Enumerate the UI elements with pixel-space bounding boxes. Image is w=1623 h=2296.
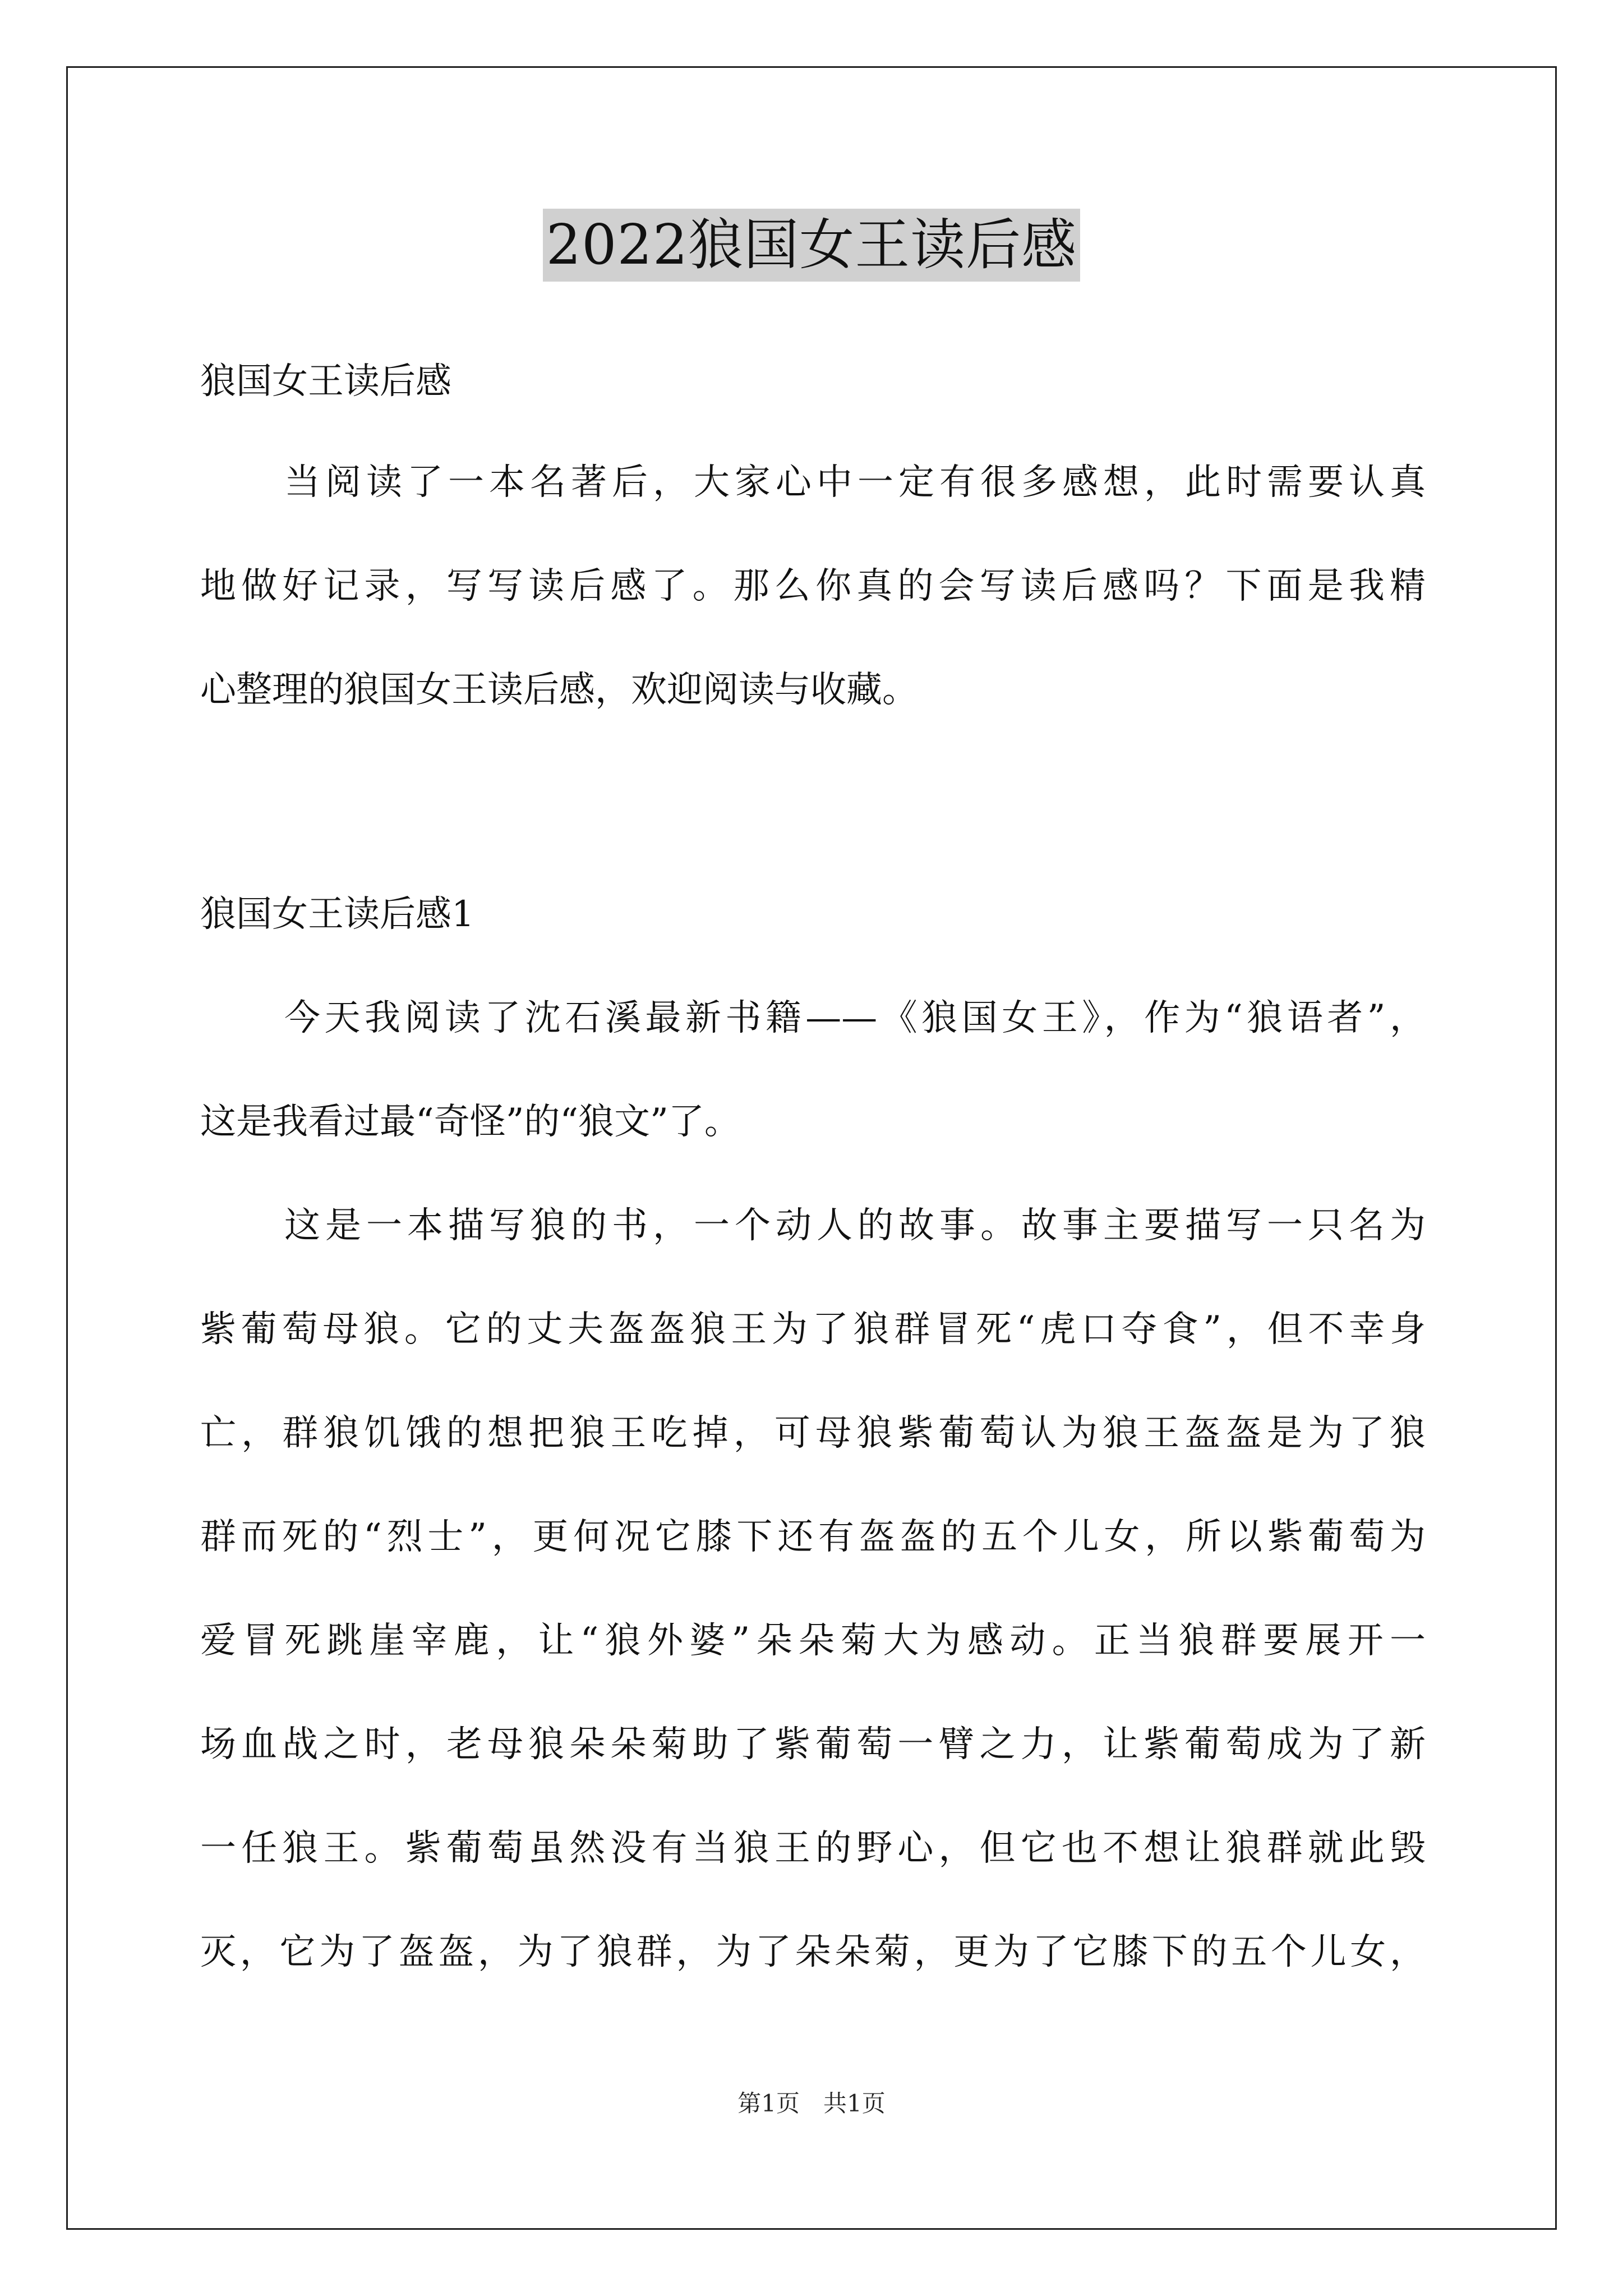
paragraph-line: 场血战之时，老母狼朵朵菊助了紫葡萄一臂之力，让紫葡萄成为了新 [200,1724,1426,1765]
paragraph-line: 这是我看过最“奇怪”的“狼文”了。 [200,1101,740,1143]
paragraph-line: 亡，群狼饥饿的想把狼王吃掉，可母狼紫葡萄认为狼王盔盔是为了狼 [200,1412,1426,1454]
page-footer: 第1页 共1页 [737,2090,886,2117]
paragraph-line: 一任狼王。紫葡萄虽然没有当狼王的野心，但它也不想让狼群就此毁 [200,1828,1426,1869]
subtitle: 狼国女王读后感 [200,361,451,402]
paragraph-line: 紫葡萄母狼。它的丈夫盔盔狼王为了狼群冒死“虎口夺食”，但不幸身 [200,1309,1426,1350]
paragraph-line: 群而死的“烈士”，更何况它膝下还有盔盔的五个儿女，所以紫葡萄为 [200,1516,1426,1558]
document-title: 2022狼国女王读后感 [543,209,1080,282]
paragraph-line: 爱冒死跳崖宰鹿，让“狼外婆”朵朵菊大为感动。正当狼群要展开一 [200,1620,1426,1662]
section-heading: 狼国女王读后感1 [200,894,474,935]
intro-line: 地做好记录，写写读后感了。那么你真的会写读后感吗？下面是我精 [200,565,1426,607]
title-container [0,209,1623,282]
paragraph-line: 灭，它为了盔盔，为了狼群，为了朵朵菊，更为了它膝下的五个儿女， [200,1931,1426,1973]
paragraph-line: 今天我阅读了沈石溪最新书籍——《狼国女王》，作为“狼语者”， [284,997,1426,1039]
intro-line: 当阅读了一本名著后，大家心中一定有很多感想，此时需要认真 [284,462,1426,503]
paragraph-line: 这是一本描写狼的书，一个动人的故事。故事主要描写一只名为 [284,1205,1426,1246]
intro-line: 心整理的狼国女王读后感，欢迎阅读与收藏。 [200,669,918,711]
